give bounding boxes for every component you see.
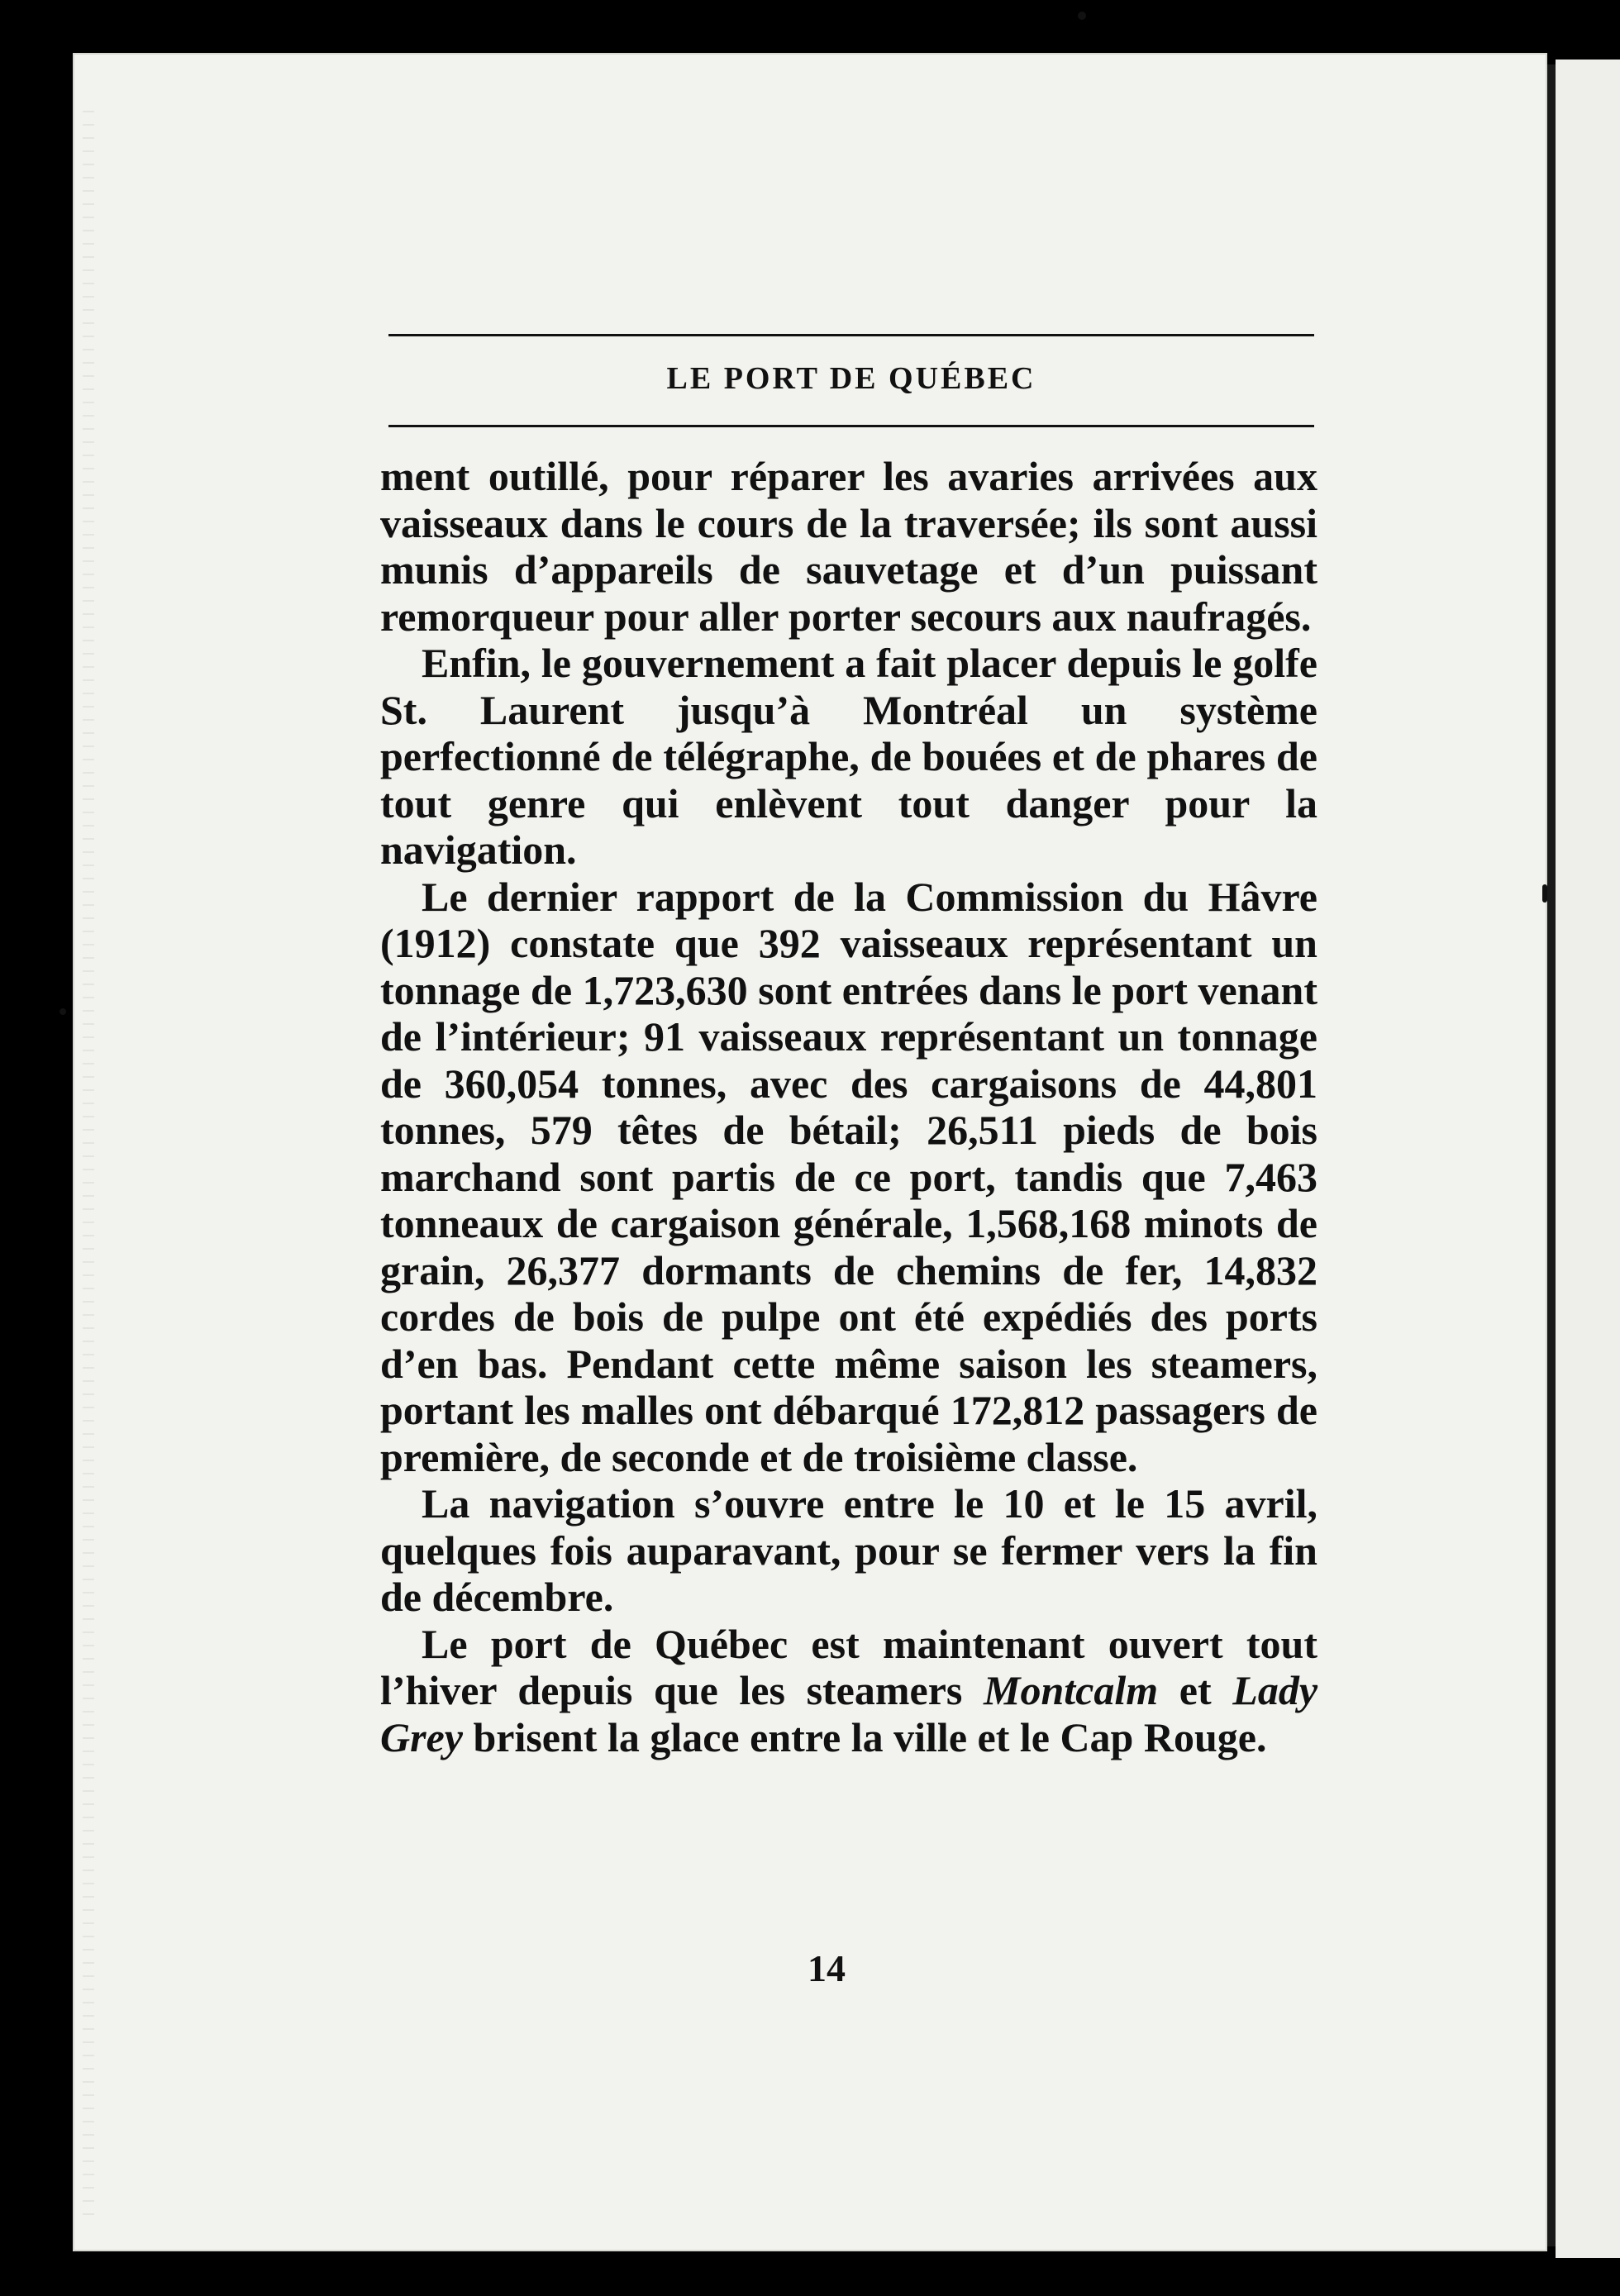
ships-text-before: Le port de Québec est maintenant ouvert tout l’hiver depuis que les steamers — [380, 1620, 1317, 1713]
paragraph: Enfin, le gouvernement a fait placer depuis le golfe St. Laurent jusqu’à Montréal un système perfectionné de télégraphe, de bouées et de phares de tout genre qui enlèvent tout danger pour la navigation. — [380, 640, 1317, 873]
dust-speck — [1542, 884, 1547, 903]
page-edge — [1547, 64, 1556, 2246]
ships-text-after: brisent la glace entre la ville et le Cap Rouge. — [462, 1713, 1267, 1760]
body-text — [380, 453, 1317, 1760]
ship-name-lady-grey: Lady Grey — [380, 1667, 1318, 1760]
binding-shadow — [83, 99, 94, 2215]
running-head: LE PORT DE QUÉBEC — [666, 361, 1036, 396]
dust-speck — [60, 1008, 66, 1015]
header-rule-bottom — [388, 425, 1314, 427]
header-rule-top — [388, 334, 1314, 336]
paragraph: Le dernier rapport de la Commission du Hâvre (1912) constate que 392 vaisseaux représentant un tonnage de 1,723,630 sont entrées dans le port venant de l’intérieur; 91 vaisseaux représentant un tonnage de 360,054 tonnes, avec des cargaisons de 44,801 tonnes, 579 têtes de bétail; 26,511 pieds de bois marchand sont partis de ce port, tandis que 7,463 tonneaux de cargaison générale, 1,568,168 minots de grain, 26,377 dormants de chemins de fer, 14,832 cordes de bois de pulpe ont été expédiés des ports d’en bas. Pendant cette même saison les steamers, portant les malles ont débarqué 172,812 passagers de première, de seconde et de troisième classe. — [380, 873, 1317, 1480]
dust-speck — [1078, 12, 1086, 20]
paragraph: La navigation s’ouvre entre le 10 et le 15 avril, quelques fois auparavant, pour se fermer vers la fin de décembre. — [380, 1480, 1317, 1620]
facing-page-strip — [1556, 60, 1620, 2258]
paragraph: ment outillé, pour réparer les avaries arrivées aux vaisseaux dans le cours de la traversée; ils sont aussi munis d’appareils de sauvetage et d’un puissant remorqueur pour aller porter secours aux naufragés. — [380, 453, 1317, 640]
ship-name-montcalm: Montcalm — [984, 1667, 1159, 1713]
ships-text-between: et — [1158, 1667, 1233, 1713]
paragraph-ships — [380, 1621, 1317, 1761]
page-number: 14 — [808, 1947, 846, 1989]
